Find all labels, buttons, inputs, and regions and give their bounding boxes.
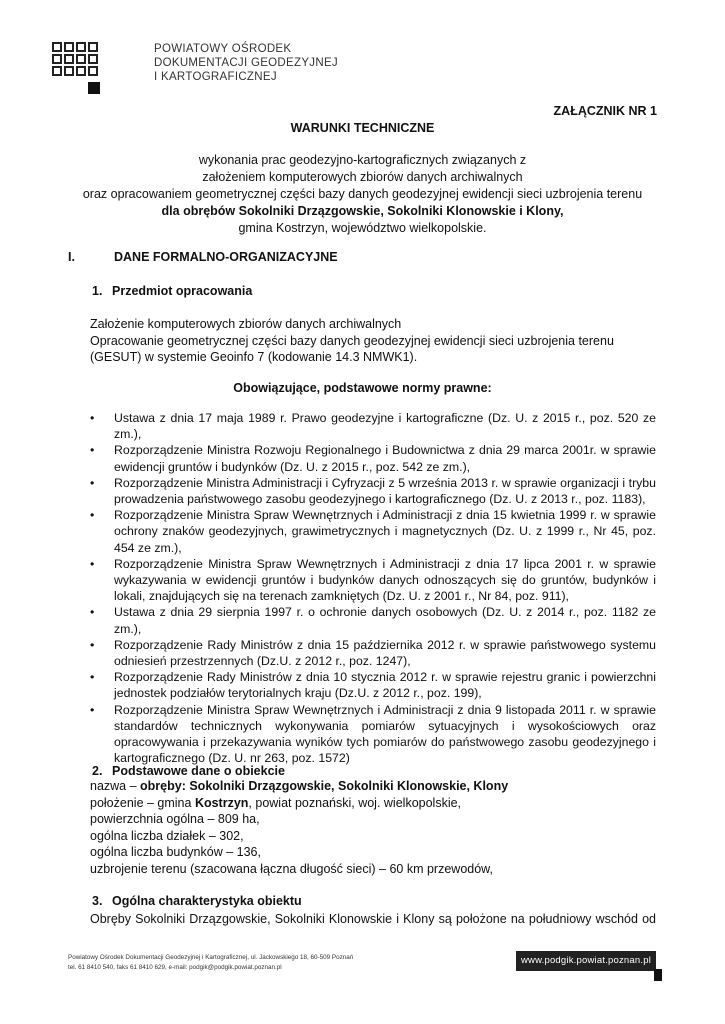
norms-heading: Obowiązujące, podstawowe normy prawne: [233,381,492,395]
org-name-line1: POWIATOWY OŚRODEK [154,43,292,55]
object-location [90,795,508,812]
name-prefix: nazwa – [90,779,141,793]
object-buildings: ogólna liczba budynków – 136, [90,845,261,859]
norm-text: Rozporządzenie Ministra Spraw Wewnętrznych i Administracji z dnia 9 listopada 2011 r. w sprawie standardów technicznych wykonywania pomiarów sytuacyjnych i wysokościowych oraz opracowywania i przekazywania wyników tych pomiarów do państwowego zasobu geodezyjnego i kartograficznego (Dz. U. nr 263, poz. 1572) [114,702,656,766]
object-parcels: ogólna liczba działek – 302, [90,828,244,843]
grid-logo-icon [52,42,102,82]
section-title: DANE FORMALNO-ORGANIZACYJNE [114,250,338,264]
norm-text: Rozporządzenie Ministra Rozwoju Regionalnego i Budownictwa z dnia 29 marca 2001r. w sprawie ewidencji gruntów i budynków (Dz. U. z 2015 r., poz. 542 ze zm.), [114,443,656,474]
subsection-3-heading [92,894,302,908]
subtitle-line-1: wykonania prac geodezyjno-kartograficznych związanych z [198,153,527,167]
section-number: I. [68,250,75,264]
norm-text: Rozporządzenie Rady Ministrów z dnia 10 stycznia 2012 r. w sprawie rejestru granic i powierzchni jednostek podziałów terytorialnych kraju (Dz.U. z 2012 r., poz. 199), [114,670,656,701]
subtitle-municipality: gmina Kostrzyn, województwo wielkopolskie. [238,221,487,235]
footer-line-1: Powiatowy Ośrodek Dokumentacji Geodezyjnej i Kartograficznej, ul. Jackowskiego 18, 60-509 Poznań [68,954,354,961]
subject-line-2: Opracowanie geometrycznej części bazy danych geodezyjnej ewidencji sieci uzbrojenia terenu (GESUT) w systemie Geoinfo 7 (kodowanie 14.3 NMWK1). [90,333,614,364]
list-item [90,475,656,507]
object-name [90,778,508,795]
subsection-title: Podstawowe dane o obiekcie [112,764,285,778]
location-prefix: położenie – gmina [90,795,195,810]
footer-line-2: tel. 61 8410 540, faks 61 8410 629, e-mail: podgik@podgik.powiat.poznan.pl [68,964,282,971]
org-name [154,42,338,84]
list-item [90,410,656,442]
document-subtitle [60,152,665,237]
org-name-line2: DOKUMENTACJI GEODEZYJNEJ [154,57,338,69]
subject-line-1: Założenie komputerowych zbiorów danych archiwalnych [90,317,402,331]
subsection-1-heading [92,284,252,298]
norm-text: Rozporządzenie Ministra Spraw Wewnętrznych i Administracji z dnia 15 kwietnia 1999 r. w sprawie ochrony znaków geodezyjnych, grawimetrycznych i magnetycznych (Dz. U. z 1999 r., Nr 45, poz. 454 ze zm.), [114,508,656,555]
norm-text: Ustawa z dnia 17 maja 1989 r. Prawo geodezyjne i kartograficzne (Dz. U. z 2015 r., poz. 520 ze zm.), [114,411,656,442]
website-link[interactable]: www.podgik.powiat.poznan.pl [516,951,656,971]
section-heading [68,250,338,264]
bullet-icon: • [90,637,95,652]
subsection-title: Przedmiot opracowania [112,284,253,298]
norm-text: Rozporządzenie Ministra Administracji i Cyfryzacji z 5 września 2013 r. w sprawie organizacji i trybu prowadzenia państwowego zasobu geodezyjnego i kartograficznego (Dz. U. z 2013 r., poz. 1183), [114,475,656,507]
list-item [90,556,656,605]
norm-text: Rozporządzenie Rady Ministrów z dnia 15 października 2012 r. w sprawie państwowego systemu odniesień przestrzennych (Dz.U. z 2012 r., poz. 1247), [114,637,656,669]
org-name-line3: I KARTOGRAFICZNEJ [154,71,277,83]
list-item [90,669,656,701]
subsection-number: 3. [92,894,103,908]
location-suffix: , powiat poznański, woj. wielkopolskie, [248,795,462,810]
bullet-icon: • [90,702,95,717]
norms-list [90,410,656,766]
bullet-icon: • [90,443,95,458]
subsection-number: 1. [92,284,103,298]
attachment-label: ZAŁĄCZNIK NR 1 [553,104,657,118]
subsection-2-heading [92,764,285,778]
object-characteristics: Obręby Sokolniki Drzązgowskie, Sokolniki Klonowskie i Klony są położone na południowy wschód od [90,912,656,926]
subsection-title: Ogólna charakterystyka obiektu [112,894,302,908]
subsection-number: 2. [92,764,103,778]
name-value: obręby: Sokolniki Drzązgowskie, Sokolniki Klonowskie, Klony [140,779,509,793]
norm-text: Rozporządzenie Ministra Spraw Wewnętrznych i Administracji z dnia 17 lipca 2001 r. w sprawie wykazywania w ewidencji gruntów i budynków danych odnoszących się do gruntów, budynków i lokali, znajdujących się na terenach zamkniętych (Dz. U. z 2001 r., Nr 84, poz. 911), [114,556,656,604]
list-item [90,507,656,556]
list-item [90,442,656,474]
org-logo [52,42,338,84]
list-item [90,702,656,767]
document-title: WARUNKI TECHNICZNE [290,121,435,135]
bullet-icon: • [90,411,95,425]
bullet-icon: • [90,475,95,490]
footer-address [68,953,353,973]
bullet-icon: • [90,508,95,523]
object-area: powierzchnia ogólna – 809 ha, [90,812,260,826]
list-item [90,637,656,669]
object-utilities: uzbrojenie terenu (szacowana łączna długość sieci) – 60 km przewodów, [90,861,493,876]
subject-description [90,316,656,366]
corner-mark-icon [654,969,662,981]
subtitle-line-2: założeniem komputerowych zbiorów danych archiwalnych [202,170,523,184]
location-value: Kostrzyn [194,795,249,810]
bullet-icon: • [90,605,95,620]
norm-text: Ustawa z dnia 29 sierpnia 1997 r. o ochronie danych osobowych (Dz. U. z 2014 r., poz. 1182 ze zm.), [114,605,656,636]
object-details [90,778,508,877]
bullet-icon: • [90,670,95,685]
subtitle-precincts: dla obrębów Sokolniki Drzązgowskie, Sokolniki Klonowskie i Klony, [161,204,564,218]
list-item [90,604,656,636]
subtitle-line-3: oraz opracowaniem geometrycznej części bazy danych geodezyjnej ewidencji sieci uzbrojenia terenu [82,187,643,201]
bullet-icon: • [90,556,95,571]
